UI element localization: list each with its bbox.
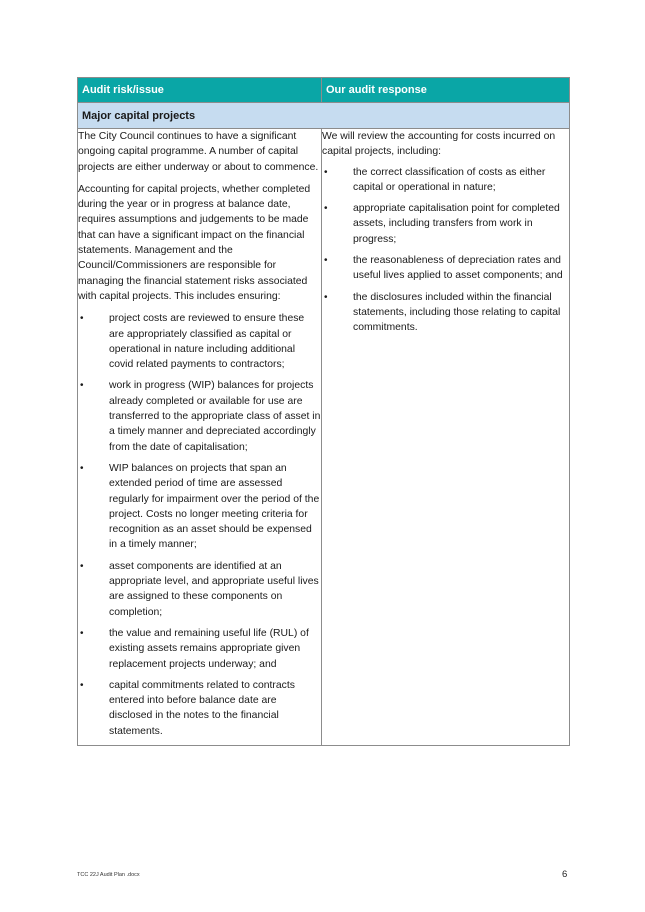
bullet-icon: •	[324, 166, 328, 178]
list-item	[78, 461, 321, 553]
list-item	[322, 290, 569, 336]
list-item	[78, 378, 321, 454]
bullet-icon: •	[80, 560, 84, 572]
section-row	[78, 103, 570, 129]
risk-cell	[78, 129, 322, 746]
response-cell	[322, 129, 570, 746]
list-item-text: capital commitments related to contracts entered into before balance date are disclosed in the notes to the financial statements.	[109, 679, 295, 737]
bullet-icon: •	[80, 679, 84, 691]
footer-document-name: TCC 22J Audit Plan .docx	[77, 872, 140, 878]
risk-bullet-list	[78, 311, 321, 739]
bullet-icon: •	[80, 313, 84, 325]
response-intro: We will review the accounting for costs incurred on capital projects, including:	[322, 131, 556, 158]
list-item	[322, 165, 569, 196]
section-title: Major capital projects	[78, 103, 570, 129]
list-item	[322, 201, 569, 247]
bullet-icon: •	[80, 627, 84, 639]
list-item	[78, 678, 321, 739]
content-row	[78, 129, 570, 746]
list-item-text: WIP balances on projects that span an extended period of time are assessed regularly for impairment over the period of the project. Costs no longer meeting criteria for recognition as an asset should be expensed in a timely manner;	[109, 462, 320, 551]
risk-paragraph: The City Council continues to have a significant ongoing capital programme. A number of capital projects are either underway or about to commence.	[78, 131, 319, 173]
list-item-text: the disclosures included within the financial statements, including those relating to capital commitments.	[353, 291, 561, 334]
table-header-row	[78, 78, 570, 103]
bullet-icon: •	[324, 203, 328, 215]
header-audit-risk: Audit risk/issue	[78, 78, 322, 103]
list-item-text: project costs are reviewed to ensure these are appropriately classified as capital or operational in nature including additional covid related payments to contractors;	[109, 313, 305, 371]
bullet-icon: •	[80, 462, 84, 474]
header-audit-response: Our audit response	[322, 78, 570, 103]
list-item-text: asset components are identified at an appropriate level, and appropriate useful lives are assigned to these components on completion;	[109, 560, 319, 618]
bullet-icon: •	[324, 291, 328, 303]
bullet-icon: •	[80, 380, 84, 392]
bullet-icon: •	[324, 255, 328, 267]
list-item	[78, 311, 321, 372]
page-number: 6	[562, 869, 568, 880]
list-item-text: appropriate capitalisation point for completed assets, including transfers from work in progress;	[353, 203, 560, 245]
list-item-text: work in progress (WIP) balances for projects already completed or available for use are transferred to the appropriate class of asset in a timely manner and depreciated accordingly from the date of capitalisation;	[109, 380, 321, 453]
list-item-text: the reasonableness of depreciation rates and useful lives applied to asset components; and	[353, 255, 563, 282]
list-item	[78, 559, 321, 620]
list-item-text: the correct classification of costs as either capital or operational in nature;	[353, 166, 546, 193]
response-bullet-list	[322, 165, 569, 336]
list-item	[78, 626, 321, 672]
risk-paragraph: Accounting for capital projects, whether completed during the year or in progress at balance date, requires assumptions and judgements to be made that can have a significant impact on the financial statements. Management and the Council/Commissioners are responsible for managing the financial statement risks associated with capital projects. This includes ensuring:	[78, 183, 311, 302]
audit-table	[77, 77, 570, 746]
list-item	[322, 253, 569, 284]
list-item-text: the value and remaining useful life (RUL) of existing assets remains appropriate given replacement projects underway; and	[109, 627, 309, 670]
